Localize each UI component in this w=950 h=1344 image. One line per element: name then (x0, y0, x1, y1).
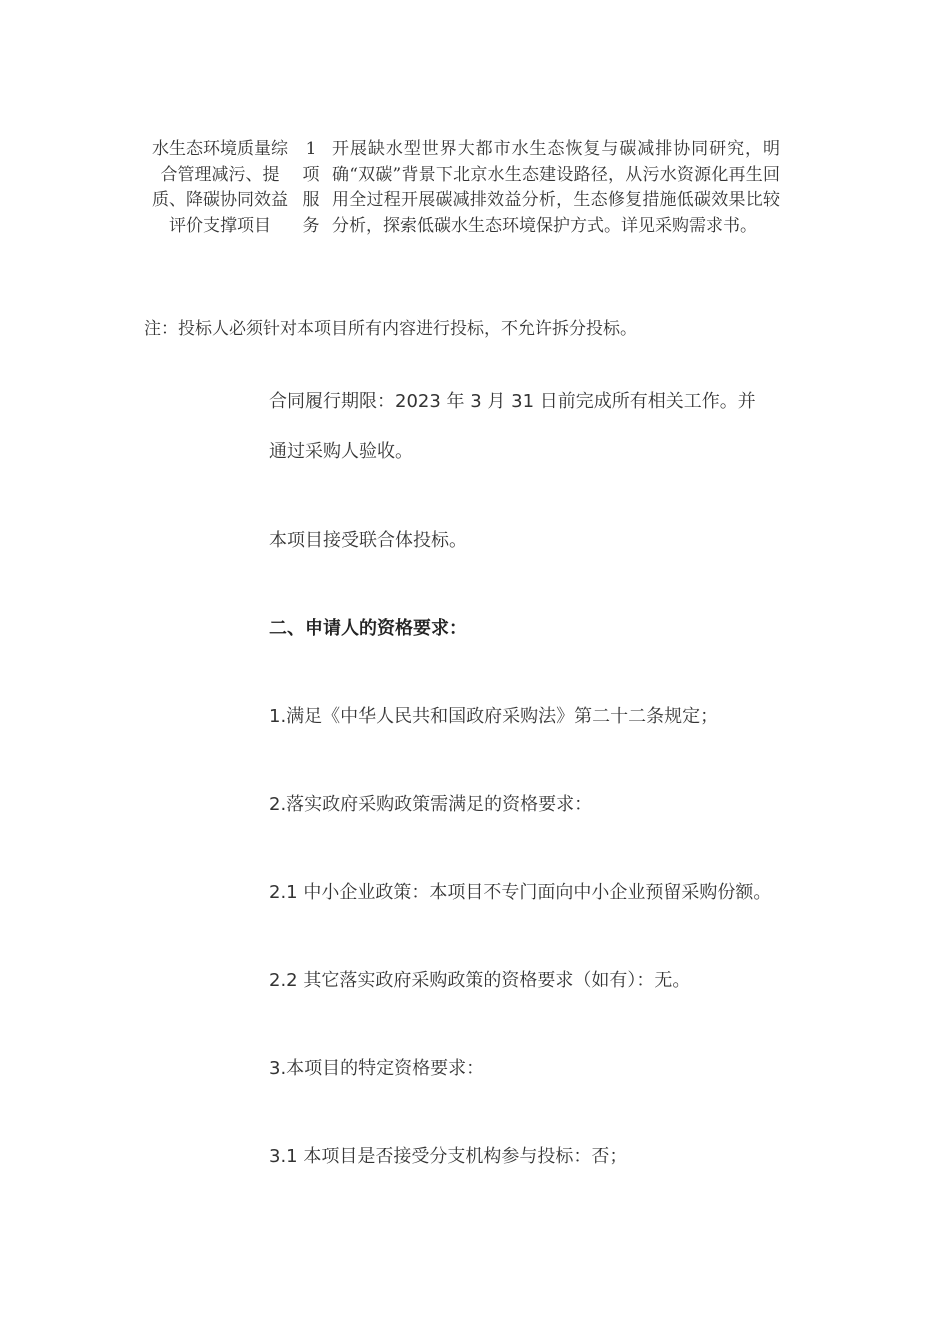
description-cell: 开展缺水型世界大都市水生态恢复与碳减排协同研究，明确“双碳”背景下北京水生态建设路径，从污水资源化再生回用全过程开展碳减排效益分析，生态修复措施低碳效果比较分析，探索低碳水生态环境保护方式。详见采购需求书。 (332, 139, 780, 236)
requirement-2-2: 2.2 其它落实政府采购政策的资格要求（如有）：无。 (269, 970, 691, 991)
requirement-2: 2.落实政府采购政策需满足的资格要求： (269, 794, 593, 815)
contract-term-line-1: 合同履行期限：2023 年 3 月 31 日前完成所有相关工作。并 (269, 391, 756, 412)
requirement-2-1: 2.1 中小企业政策：本项目不专门面向中小企业预留采购份额。 (269, 882, 772, 903)
consortium-statement: 本项目接受联合体投标。 (269, 530, 467, 551)
requirement-3-1: 3.1 本项目是否接受分支机构参与投标：否； (269, 1146, 628, 1167)
requirement-3: 3.本项目的特定资格要求： (269, 1058, 485, 1079)
quantity-cell: 1项服务 (302, 139, 320, 236)
contract-term-line-2: 通过采购人验收。 (269, 441, 413, 462)
section-2-heading: 二、申请人的资格要求： (269, 618, 467, 639)
project-name-cell: 水生态环境质量综合管理减污、提质、降碳协同效益评价支撑项目 (152, 139, 288, 236)
bid-note: 注：投标人必须针对本项目所有内容进行投标，不允许拆分投标。 (144, 319, 637, 339)
requirement-1: 1.满足《中华人民共和国政府采购法》第二十二条规定； (269, 706, 719, 727)
